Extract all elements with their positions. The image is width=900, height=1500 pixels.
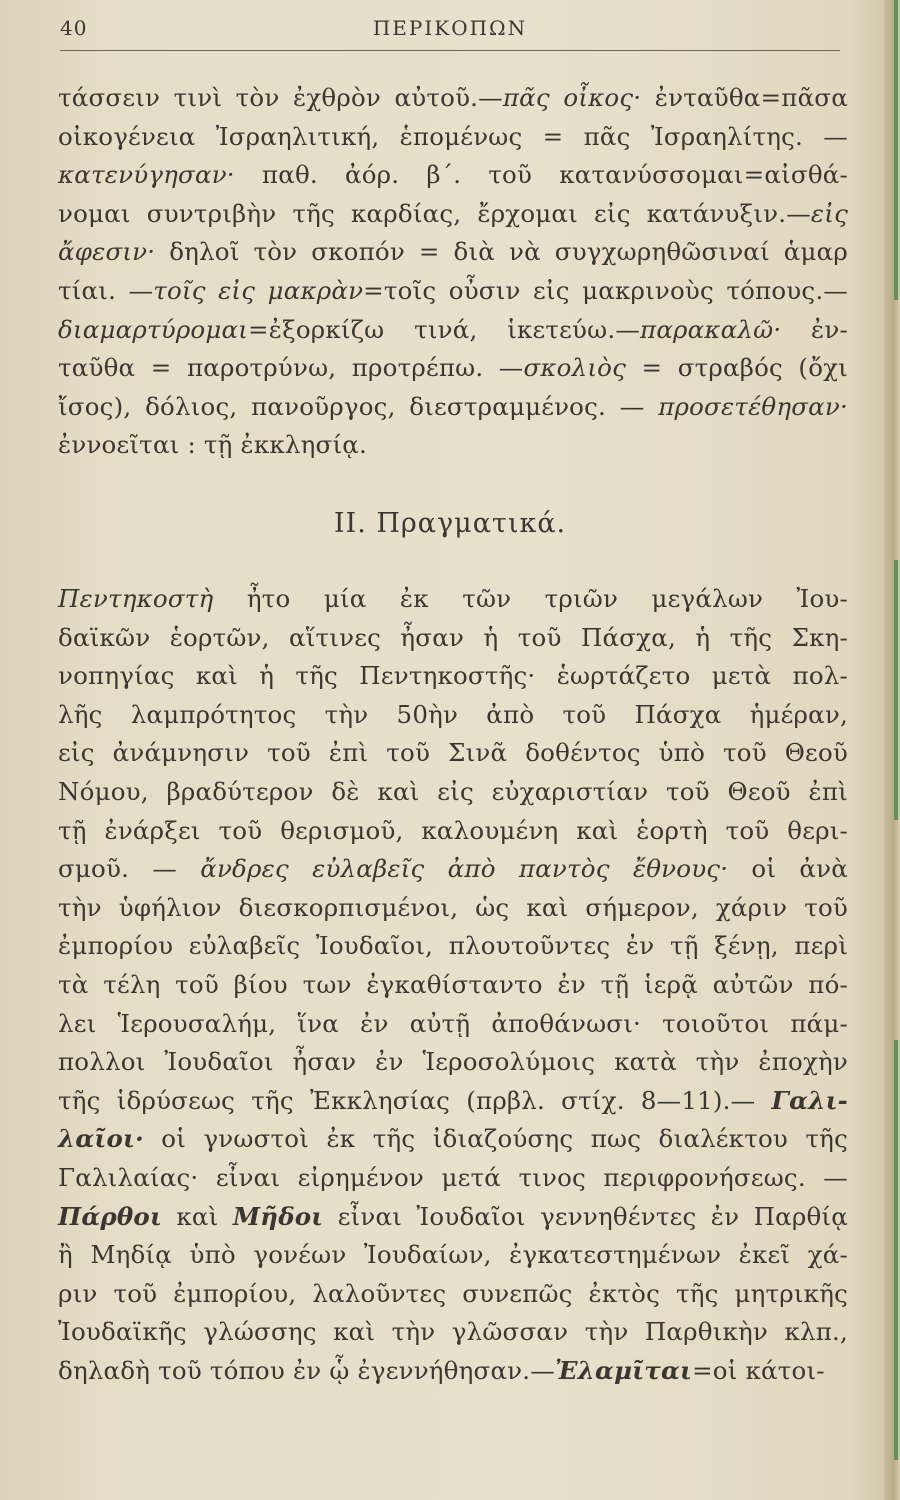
text-line xyxy=(58,773,848,812)
text-span: παρακαλῶ· xyxy=(640,314,782,344)
text-span: τάσσειν τινὶ τὸν ἐχθρὸν αὐτοῦ.— xyxy=(58,83,503,112)
text-span: =τοῖς οὖσιν εἰς μακρινοὺς τόπους.— xyxy=(363,275,849,305)
text-span: λαῖοι· xyxy=(58,1124,144,1154)
page-header xyxy=(60,16,840,50)
text-line xyxy=(58,1236,848,1275)
text-span: οἱ ἀνὰ xyxy=(728,854,848,884)
edge-mark xyxy=(894,1040,898,1460)
text-line xyxy=(58,657,848,696)
text-line xyxy=(58,311,848,350)
text-span: τὴν ὑφήλιον διεσκορπισμένοι, ὡς καὶ σήμερον, χάριν τοῦ xyxy=(58,892,848,922)
text-line xyxy=(58,118,848,157)
text-span: τίαι. — xyxy=(58,275,154,305)
page-edge xyxy=(884,0,900,1500)
text-line xyxy=(58,696,848,735)
text-line xyxy=(58,195,848,234)
text-line xyxy=(58,966,848,1005)
text-span: ἐμπορίου εὐλαβεῖς Ἰουδαῖοι, πλουτοῦντες ἐν τῇ ξένῃ, περὶ xyxy=(58,931,848,961)
text-span: τῆς ἱδρύσεως τῆς Ἐκκλησίας (πρβλ. στίχ. 8—11).— xyxy=(58,1085,772,1115)
text-span: Νόμου, βραδύτερον δὲ καὶ εἰς εὐχαριστίαν τοῦ Θεοῦ ἐπὶ xyxy=(58,776,848,806)
section-title: II. Πραγματικά. xyxy=(333,508,567,539)
text-line xyxy=(58,889,848,928)
text-line xyxy=(58,272,848,311)
text-line xyxy=(58,1120,848,1159)
text-line xyxy=(58,156,848,195)
text-span: =οἱ κάτοι- xyxy=(692,1355,825,1385)
text-span: εἰς xyxy=(810,198,848,228)
text-span: λει Ἱερουσαλήμ, ἵνα ἐν αὐτῇ ἀποθάνωσι· τοιοῦτοι πάμ- xyxy=(58,1008,848,1038)
text-line xyxy=(58,1005,848,1044)
text-span: ἢ Μηδίᾳ ὑπὸ γονέων Ἰουδαίων, ἐγκατεστημένων ἐκεῖ χά- xyxy=(58,1240,848,1270)
text-span: = στραβός (ὄχι xyxy=(626,353,848,383)
text-line xyxy=(58,1082,848,1121)
text-span: εἶναι Ἰουδαῖοι γεννηθέντες ἐν Παρθίᾳ xyxy=(323,1201,848,1231)
text-line xyxy=(58,850,848,889)
text-span: οἰκογένεια Ἰσραηλιτική, ἑπομένως = πᾶς Ἰσραηλίτης. — xyxy=(58,121,848,151)
text-span: ριν τοῦ ἐμπορίου, λαλοῦντες συνεπῶς ἐκτὸς τῆς μητρικῆς xyxy=(58,1278,848,1308)
text-span: διαμαρτύρομαι xyxy=(58,314,249,344)
text-span: σμοῦ. — xyxy=(58,854,201,884)
header-rule xyxy=(60,50,840,51)
text-line xyxy=(58,927,848,966)
text-span: προσετέθησαν· xyxy=(658,391,848,421)
text-span: λῆς λαμπρότητος τὴν 50ὴν ἀπὸ τοῦ Πάσχα ἡμέραν, xyxy=(58,699,848,729)
text-span: δηλοῖ τὸν σκοπόν = διὰ νὰ συγχωρηθῶσιναί ἁμαρ xyxy=(155,237,848,267)
text-span: κατενύγησαν· xyxy=(58,160,235,190)
running-head: ΠΕΡΙΚΟΠΩΝ xyxy=(372,16,528,40)
text-line xyxy=(58,388,848,427)
edge-mark xyxy=(894,0,898,300)
text-span: ἄνδρες εὐλαβεῖς ἀπὸ παντὸς ἔθνους· xyxy=(200,854,729,884)
text-line xyxy=(58,1352,848,1391)
text-span: τῇ ἐνάρξει τοῦ θερισμοῦ, καλουμένη καὶ ἑορτὴ τοῦ θερι- xyxy=(58,815,848,845)
text-span: πολλοι Ἰουδαῖοι ἦσαν ἐν Ἱεροσολύμοις κατὰ τὴν ἐποχὴν xyxy=(58,1047,848,1077)
text-line xyxy=(58,426,848,465)
paragraph-commentary xyxy=(58,79,848,465)
text-span: Ἐλαμῖται xyxy=(554,1355,693,1385)
text-line xyxy=(58,734,848,773)
text-span: ἄφεσιν· xyxy=(58,237,156,267)
text-line xyxy=(58,619,848,658)
text-span: πᾶς οἶκος· xyxy=(502,83,642,112)
text-span: δαϊκῶν ἑορτῶν, αἵτινες ἦσαν ἡ τοῦ Πάσχα, ἡ τῆς Σκη- xyxy=(58,622,848,652)
text-span: Ἰουδαϊκῆς γλώσσης καὶ τὴν γλῶσσαν τὴν Παρθικὴν κλπ., xyxy=(58,1317,848,1347)
text-line xyxy=(58,1159,848,1198)
paragraph-main xyxy=(58,580,848,1390)
text-span: =ἐξορκίζω τινά, ἱκετεύω.— xyxy=(248,314,641,344)
text-span: νομαι συντριβὴν τῆς καρδίας, ἔρχομαι εἰς κατάνυξιν.— xyxy=(58,198,811,228)
text-line xyxy=(58,580,848,619)
page-number: 40 xyxy=(60,16,88,40)
text-span: εἰς ἀνάμνησιν τοῦ ἐπὶ τοῦ Σινᾶ δοθέντος ὑπὸ τοῦ Θεοῦ xyxy=(58,738,848,768)
text-span: Μῆδοι xyxy=(232,1201,324,1231)
text-span: ἦτο μία ἐκ τῶν τριῶν μεγάλων Ἰου- xyxy=(213,584,848,613)
text-span: Γαλι- xyxy=(771,1085,848,1115)
text-span: νοπηγίας καὶ ἡ τῆς Πεντηκοστῆς· ἑωρτάζετο μετὰ πολ- xyxy=(58,661,848,691)
text-line xyxy=(58,1043,848,1082)
text-span: Πάρθοι xyxy=(58,1201,163,1231)
text-span: ἐνταῦθα=πᾶσα xyxy=(641,83,848,112)
text-span: Γαλιλαίας· εἶναι εἰρημένον μετά τινος περιφρονήσεως. — xyxy=(58,1162,848,1192)
text-span: ταῦθα = παροτρύνω, προτρέπω. — xyxy=(58,353,524,383)
text-line xyxy=(58,233,848,272)
text-line xyxy=(58,812,848,851)
text-span: ἐννοεῖται : τῇ ἐκκλησίᾳ. xyxy=(58,430,367,460)
text-line xyxy=(58,349,848,388)
text-span: ἴσος), δόλιος, πανοῦργος, διεστραμμένος. — xyxy=(58,391,659,421)
text-span: τὰ τέλη τοῦ βίου των ἐγκαθίσταντο ἐν τῇ ἱερᾷ αὐτῶν πό- xyxy=(58,969,848,999)
text-line xyxy=(58,79,848,118)
text-line xyxy=(58,1275,848,1314)
text-span: Πεντηκοστὴ xyxy=(58,584,214,613)
text-line xyxy=(58,1313,848,1352)
edge-mark xyxy=(894,560,898,820)
text-span: τοῖς εἰς μακρὰν xyxy=(153,275,364,305)
text-span: δηλαδὴ τοῦ τόπου ἐν ᾧ ἐγεννήθησαν.— xyxy=(58,1355,555,1385)
text-span: καὶ xyxy=(162,1201,233,1231)
text-span: οἱ γνωστοὶ ἐκ τῆς ἰδιαζούσης πως διαλέκτου τῆς xyxy=(143,1124,848,1154)
text-span: παθ. ἀόρ. β΄. τοῦ κατανύσσομαι=αἰσθά- xyxy=(234,160,848,190)
text-span: ἐν- xyxy=(781,314,848,344)
text-line xyxy=(58,1198,848,1237)
text-span: σκολιὸς xyxy=(523,353,627,383)
